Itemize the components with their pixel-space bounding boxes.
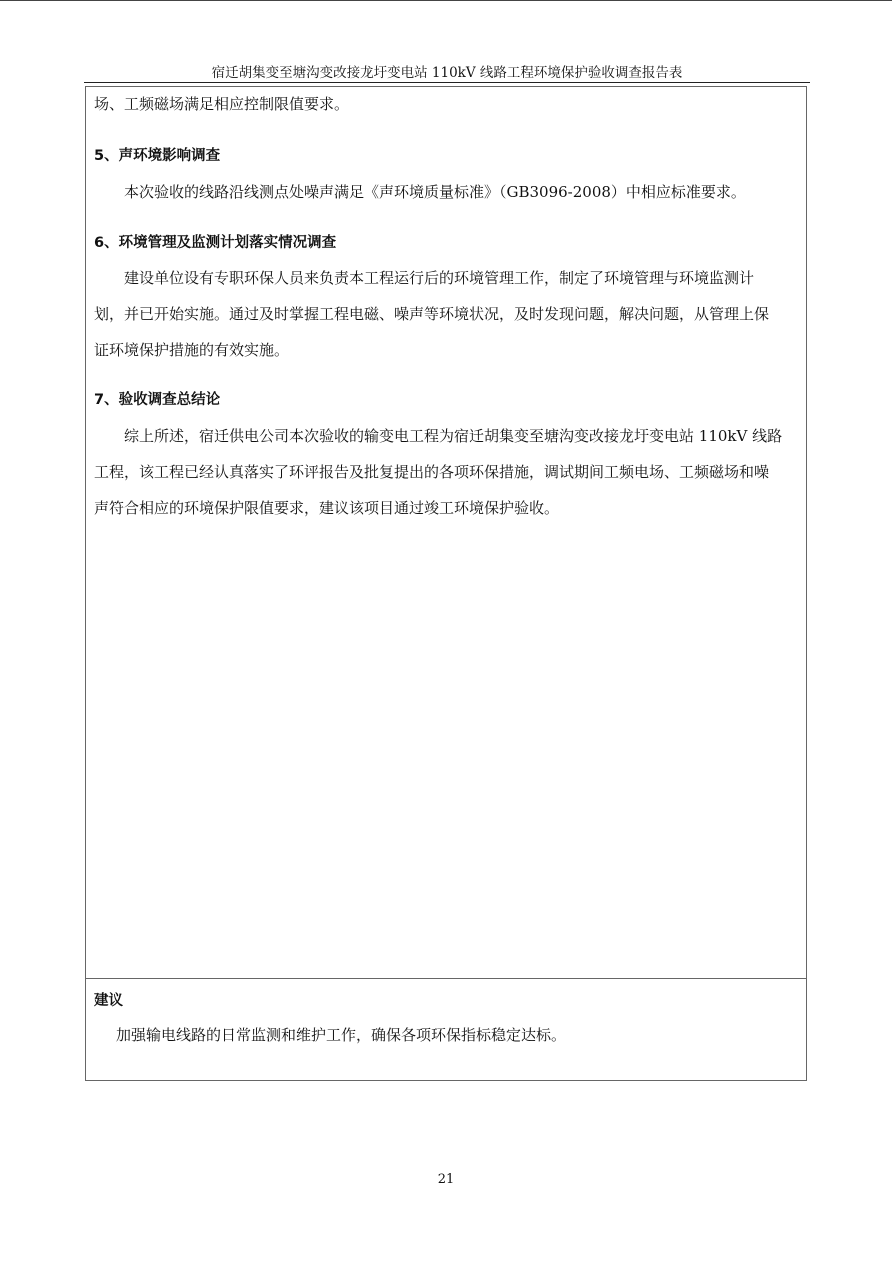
section-5-paragraph: 本次验收的线路沿线测点处噪声满足《声环境质量标准》（GB3096-2008）中相应标准要求。 <box>124 183 746 201</box>
conclusion-cell <box>86 87 806 978</box>
suggestion-cell <box>86 979 806 1080</box>
page-top-border <box>0 0 892 1</box>
section-5-heading: 5、声环境影响调查 <box>94 148 221 164</box>
running-header: 宿迁胡集变至塘沟变改接龙圩变电站 110kV 线路工程环境保护验收调查报告表 <box>211 65 683 81</box>
continuation-text: 场、工频磁场满足相应控制限值要求。 <box>94 95 350 113</box>
section-7-heading: 7、验收调查总结论 <box>94 392 221 408</box>
header-rule <box>84 82 810 83</box>
section-7-line-3: 声符合相应的环境保护限值要求，建议该项目通过竣工环境保护验收。 <box>94 499 560 517</box>
report-table <box>85 86 807 1081</box>
section-6-line-2: 划，并已开始实施。通过及时掌握工程电磁、噪声等环境状况，及时发现问题，解决问题，从管理上保 <box>94 305 770 323</box>
suggestion-text: 加强输电线路的日常监测和维护工作，确保各项环保指标稳定达标。 <box>116 1026 567 1044</box>
section-6-heading: 6、环境管理及监测计划落实情况调查 <box>94 235 337 251</box>
section-6-line-1: 建设单位设有专职环保人员来负责本工程运行后的环境管理工作，制定了环境管理与环境监测计 <box>124 269 755 287</box>
suggestion-heading: 建议 <box>94 993 123 1009</box>
section-7-line-1: 综上所述，宿迁供电公司本次验收的输变电工程为宿迁胡集变至塘沟变改接龙圩变电站 110kV 线路 <box>124 427 783 445</box>
section-6-line-3: 证环境保护措施的有效实施。 <box>94 341 290 359</box>
section-7-line-2: 工程，该工程已经认真落实了环评报告及批复提出的各项环保措施，调试期间工频电场、工频磁场和噪 <box>94 463 770 481</box>
page-number: 21 <box>437 1172 455 1187</box>
